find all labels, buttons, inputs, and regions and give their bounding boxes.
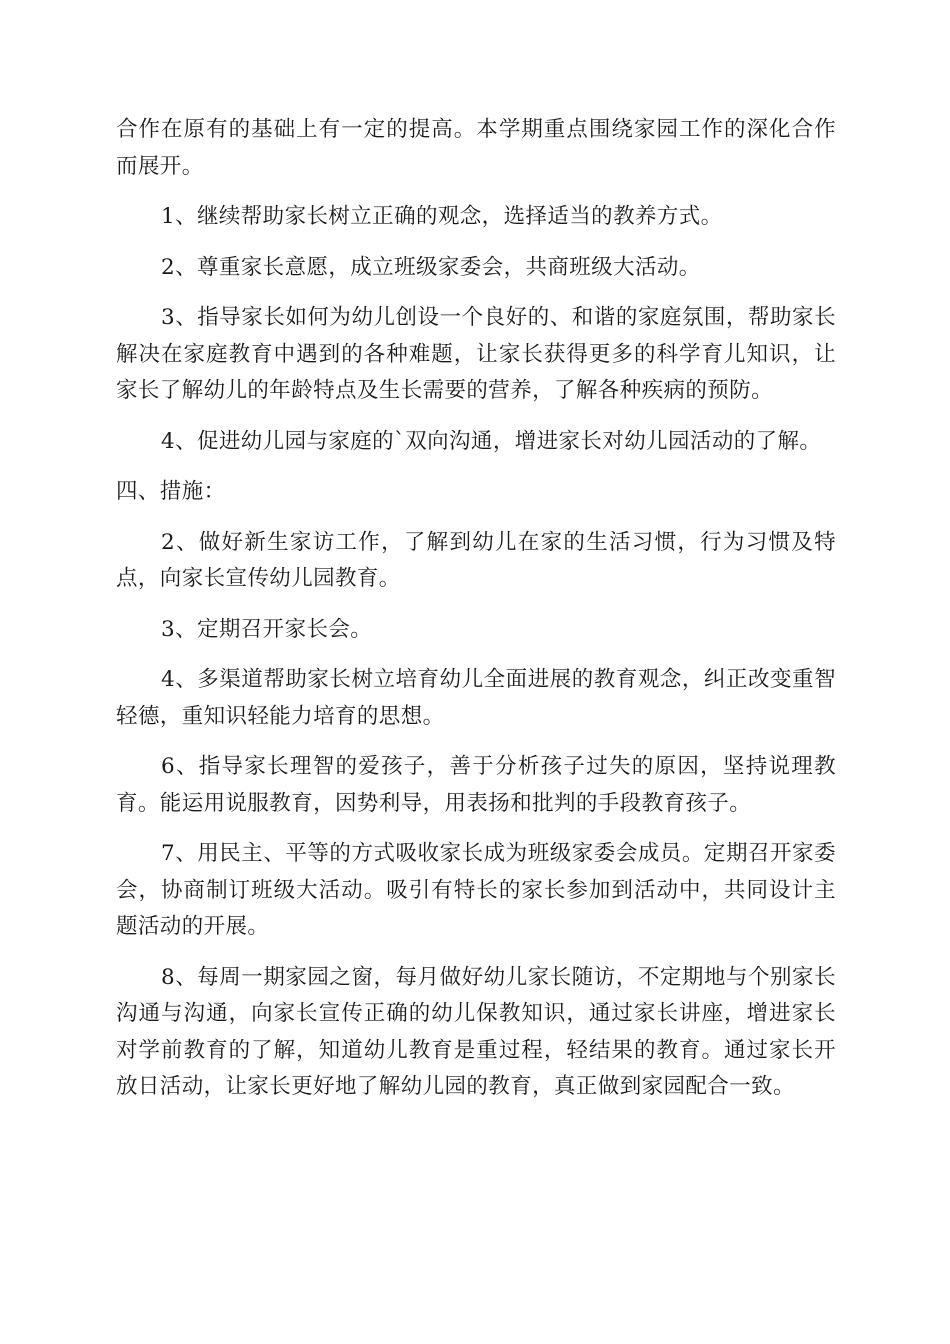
paragraph-intro-continuation: 合作在原有的基础上有一定的提高。本学期重点围绕家园工作的深化合作而展开。	[116, 117, 836, 179]
paragraph-measure-2: 2、做好新生家访工作，了解到幼儿在家的生活习惯，行为习惯及特点，向家长宣传幼儿园教育。	[116, 529, 836, 591]
paragraph-measure-4: 4、多渠道帮助家长树立培育幼儿全面进展的教育观念，纠正改变重智轻德，重知识轻能力培育的思想。	[116, 667, 836, 729]
paragraph-measure-3: 3、定期召开家长会。	[161, 616, 373, 642]
paragraph-goal-2: 2、尊重家长意愿，成立班级家委会，共商班级大活动。	[161, 254, 701, 280]
section-heading-measures: 四、措施：	[116, 479, 226, 504]
document-page	[116, 112, 836, 1120]
paragraph-measure-6: 6、指导家长理智的爱孩子，善于分析孩子过失的原因，坚持说理教育。能运用说服教育，因势利导，用表扬和批判的手段教育孩子。	[116, 754, 836, 816]
paragraph-goal-3: 3、指导家长如何为幼儿创设一个良好的、和谐的家庭氛围，帮助家长解决在家庭教育中遇到的各种难题，让家长获得更多的科学育儿知识，让家长了解幼儿的年龄特点及生长需要的营养，了解各种疾病的预防。	[116, 305, 836, 403]
paragraph-goal-4: 4、促进幼儿园与家庭的`双向沟通，增进家长对幼儿园活动的了解。	[161, 428, 822, 454]
paragraph-measure-7: 7、用民主、平等的方式吸收家长成为班级家委会成员。定期召开家委会，协商制订班级大活动。吸引有特长的家长参加到活动中，共同设计主题活动的开展。	[116, 841, 836, 939]
paragraph-goal-1: 1、继续帮助家长树立正确的观念，选择适当的教养方式。	[161, 204, 723, 229]
paragraph-measure-8: 8、每周一期家园之窗，每月做好幼儿家长随访，不定期地与个别家长沟通与沟通，向家长宣传正确的幼儿保教知识，通过家长讲座，增进家长对学前教育的了解，知道幼儿教育是重过程，轻结果的教育。通过家长开放日活动，让家长更好地了解幼儿园的教育，真正做到家园配合一致。	[116, 964, 836, 1099]
